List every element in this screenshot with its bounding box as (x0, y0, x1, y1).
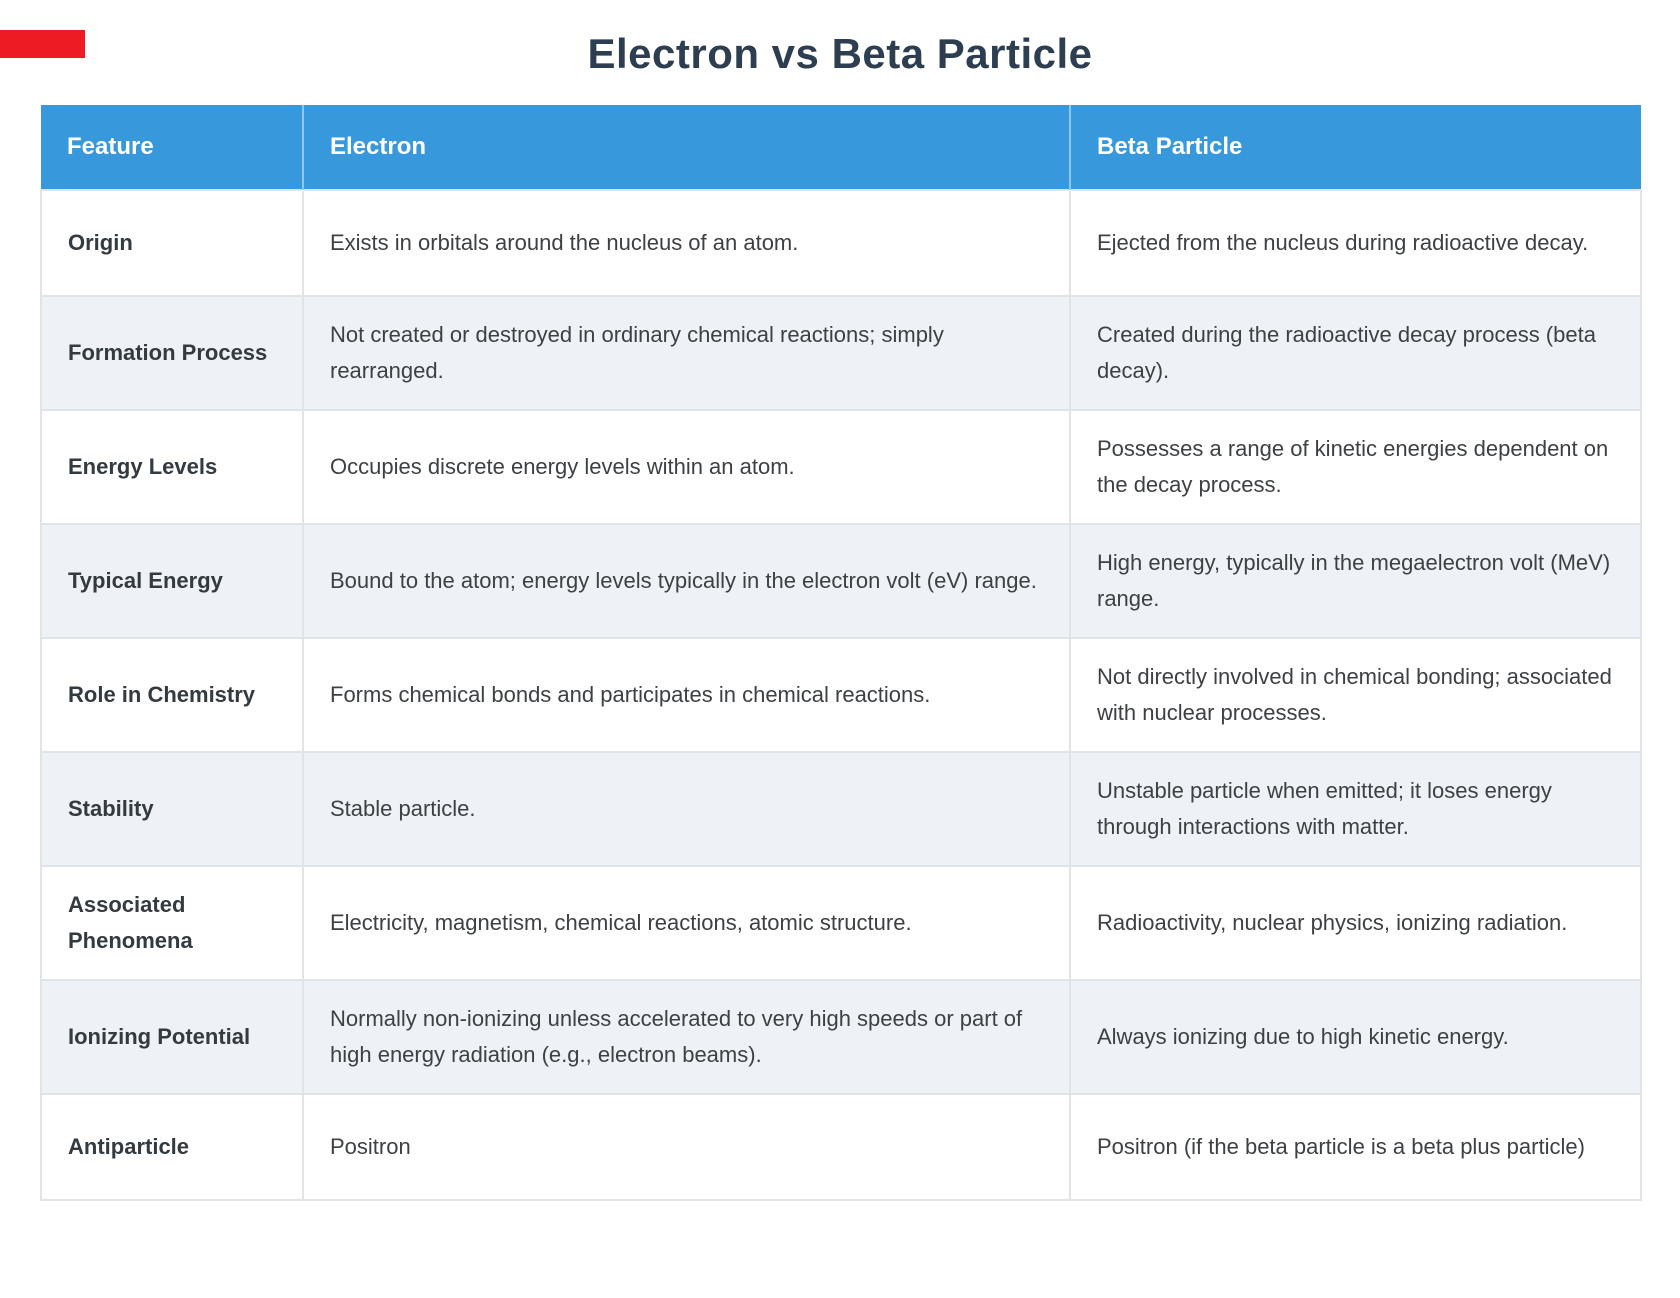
table-row-typical-energy (41, 524, 1641, 638)
feature-cell: Associated Phenomena (41, 866, 303, 980)
electron-cell: Exists in orbitals around the nucleus of an atom. (303, 190, 1070, 296)
table-header-row (41, 105, 1641, 190)
feature-cell: Origin (41, 190, 303, 296)
column-header-beta-particle: Beta Particle (1070, 105, 1641, 190)
electron-cell: Electricity, magnetism, chemical reactions, atomic structure. (303, 866, 1070, 980)
feature-cell: Role in Chemistry (41, 638, 303, 752)
page-title: Electron vs Beta Particle (587, 30, 1093, 77)
table-row-energy-levels (41, 410, 1641, 524)
electron-cell: Not created or destroyed in ordinary chemical reactions; simply rearranged. (303, 296, 1070, 410)
feature-cell: Stability (41, 752, 303, 866)
beta-cell: Possesses a range of kinetic energies dependent on the decay process. (1070, 410, 1641, 524)
beta-cell: Created during the radioactive decay process (beta decay). (1070, 296, 1641, 410)
table-row-origin (41, 190, 1641, 296)
electron-cell: Forms chemical bonds and participates in chemical reactions. (303, 638, 1070, 752)
beta-cell: Ejected from the nucleus during radioactive decay. (1070, 190, 1641, 296)
beta-cell: Not directly involved in chemical bonding; associated with nuclear processes. (1070, 638, 1641, 752)
feature-cell: Formation Process (41, 296, 303, 410)
electron-cell: Bound to the atom; energy levels typically in the electron volt (eV) range. (303, 524, 1070, 638)
feature-cell: Typical Energy (41, 524, 303, 638)
beta-cell: Always ionizing due to high kinetic energy. (1070, 980, 1641, 1094)
table-row-antiparticle (41, 1094, 1641, 1200)
feature-cell: Ionizing Potential (41, 980, 303, 1094)
red-marker (0, 30, 85, 58)
table-row-associated-phenomena (41, 866, 1641, 980)
electron-cell: Stable particle. (303, 752, 1070, 866)
electron-cell: Occupies discrete energy levels within an atom. (303, 410, 1070, 524)
beta-cell: Unstable particle when emitted; it loses energy through interactions with matter. (1070, 752, 1641, 866)
column-header-electron: Electron (303, 105, 1070, 190)
table-row-role-in-chemistry (41, 638, 1641, 752)
table-row-formation-process (41, 296, 1641, 410)
feature-cell: Energy Levels (41, 410, 303, 524)
table-row-stability (41, 752, 1641, 866)
comparison-table (40, 105, 1642, 1201)
feature-cell: Antiparticle (41, 1094, 303, 1200)
table-row-ionizing-potential (41, 980, 1641, 1094)
electron-cell: Normally non-ionizing unless accelerated to very high speeds or part of high energy radiation (e.g., electron beams). (303, 980, 1070, 1094)
beta-cell: Radioactivity, nuclear physics, ionizing radiation. (1070, 866, 1641, 980)
beta-cell: Positron (if the beta particle is a beta plus particle) (1070, 1094, 1641, 1200)
electron-cell: Positron (303, 1094, 1070, 1200)
column-header-feature: Feature (41, 105, 303, 190)
beta-cell: High energy, typically in the megaelectron volt (MeV) range. (1070, 524, 1641, 638)
